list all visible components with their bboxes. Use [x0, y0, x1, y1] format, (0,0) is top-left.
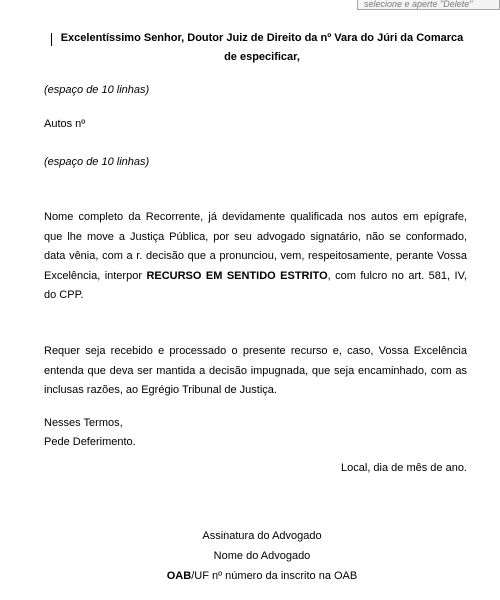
petition-text-end: , com fulcro no art. 581, IV, do CPP.: [44, 269, 467, 301]
place-date-line[interactable]: Local, dia de mês de ano.: [341, 462, 467, 474]
petition-text-start: Nome completo da Recorrente, já devidamente qualificada nos autos em epígrafe, que lhe move a Justiça Pública, por seu advogado signatário, não se conformado, data vênia, com a r. decisão que a pronunciou, vem, respeitosamente, perante Vossa Excelência, interpor: [44, 211, 467, 282]
signature-line[interactable]: Assinatura do Advogado: [202, 530, 322, 542]
lawyer-name-line[interactable]: Nome do Advogado: [213, 550, 311, 562]
oab-details: /UF nº número da inscrito na OAB: [191, 570, 358, 582]
closing-line-1[interactable]: Nesses Termos,: [44, 417, 123, 429]
autos-label[interactable]: Autos nº: [44, 118, 86, 130]
petition-paragraph[interactable]: [44, 208, 467, 306]
oab-label: OAB: [166, 570, 192, 582]
heading-line-1[interactable]: Excelentíssimo Senhor, Doutor Juiz de Direito da nº Vara do Júri da Comarca: [60, 32, 464, 44]
request-paragraph[interactable]: Requer seja recebido e processado o presente recurso e, caso, Vossa Excelência entenda que deva ser mantida a decisão impugnada, que seja encaminhado, com as inclusas razões, ao Egrégio Tribunal de Justiça.: [44, 345, 467, 396]
heading-line-2[interactable]: de especificar,: [224, 51, 300, 63]
appeal-type-bold: RECURSO EM SENTIDO ESTRITO: [146, 269, 328, 282]
spacing-note-1[interactable]: (espaço de 10 linhas): [44, 84, 150, 96]
spacing-note-2[interactable]: (espaço de 10 linhas): [44, 156, 150, 168]
closing-line-2[interactable]: Pede Deferimento.: [44, 436, 136, 448]
oab-line[interactable]: [52, 570, 472, 582]
delete-hint-box: selecione e aperte "Delete": [357, 0, 500, 10]
